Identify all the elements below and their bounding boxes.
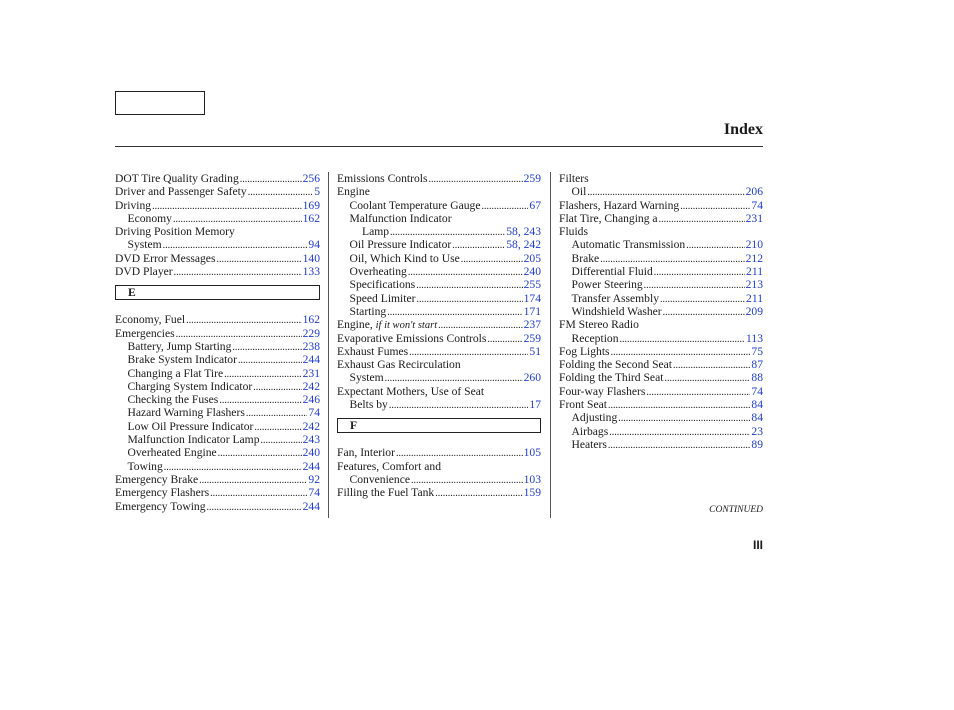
page-link[interactable]: 231: [302, 366, 320, 380]
dot-leader: [611, 345, 751, 355]
dot-leader: [435, 486, 522, 496]
index-entry: [337, 265, 541, 278]
entry-text: Overheating: [349, 265, 407, 279]
dot-leader: [219, 393, 301, 403]
page-link[interactable]: 210: [745, 238, 763, 252]
index-entry: [559, 305, 763, 318]
page-link[interactable]: 255: [523, 278, 541, 292]
index-entry: [115, 353, 320, 366]
entry-text: Driving: [115, 198, 152, 212]
page-link[interactable]: 94: [308, 238, 320, 252]
entry-text: Checking the Fuses: [127, 393, 219, 407]
page-link[interactable]: 105: [523, 446, 541, 460]
page-link[interactable]: 75: [751, 344, 763, 358]
index-entry: [115, 252, 320, 265]
index-entry: [337, 238, 541, 251]
entry-text: Filters: [559, 172, 589, 185]
index-entry: [115, 212, 320, 225]
index-entry: [337, 318, 541, 331]
index-entry: [337, 473, 541, 486]
entry-text: Changing a Flat Tire: [127, 366, 224, 380]
dot-leader: [487, 332, 522, 342]
entry-text: Engine: [337, 185, 370, 199]
entry-text: Reception: [571, 331, 619, 345]
dot-leader: [389, 398, 529, 408]
page-link[interactable]: 244: [302, 499, 320, 513]
index-entry: [559, 278, 763, 291]
page-link[interactable]: 205: [523, 251, 541, 265]
entry-text: DVD Error Messages: [115, 251, 216, 265]
index-entry: [559, 411, 763, 424]
page-link[interactable]: 67: [529, 198, 541, 212]
page-link[interactable]: 259: [523, 172, 541, 185]
page-link[interactable]: 211: [746, 291, 763, 305]
page-link[interactable]: 162: [302, 211, 320, 225]
entry-text: Economy: [127, 211, 172, 225]
page-link[interactable]: 238: [302, 339, 320, 353]
page-link[interactable]: 74: [308, 406, 320, 420]
entry-text: DOT Tire Quality Grading: [115, 172, 239, 185]
dot-leader: [409, 345, 528, 355]
page-link[interactable]: 237: [523, 318, 541, 332]
dot-leader: [152, 199, 302, 209]
dot-leader: [646, 385, 750, 395]
entry-text: Windshield Washer: [571, 304, 662, 318]
entry-text: Oil, Which Kind to Use: [349, 251, 460, 265]
page-link[interactable]: 133: [302, 265, 320, 279]
index-column-2: [337, 172, 541, 500]
index-entry: [115, 380, 320, 393]
dot-leader: [240, 172, 302, 182]
dot-leader: [164, 460, 302, 470]
entry-text: Fan, Interior: [337, 446, 395, 460]
entry-text: Driving Position Memory: [115, 225, 235, 239]
entry-text: Coolant Temperature Gauge: [349, 198, 481, 212]
dot-leader: [654, 265, 745, 275]
page-number: III: [752, 538, 763, 552]
dot-leader: [218, 446, 302, 456]
entry-text: Front Seat: [559, 398, 607, 412]
index-entry: [337, 278, 541, 291]
page-link[interactable]: 246: [302, 393, 320, 407]
page-link[interactable]: 74: [751, 198, 763, 212]
index-entry: [559, 265, 763, 278]
index-entry: [337, 225, 541, 238]
index-entry: [559, 185, 763, 198]
index-entry: [115, 500, 320, 513]
entry-text: Expectant Mothers, Use of Seat: [337, 384, 485, 398]
page-link[interactable]: 231: [745, 211, 763, 225]
page-link[interactable]: 74: [751, 384, 763, 398]
page-link[interactable]: 84: [751, 398, 763, 412]
index-entry: [559, 225, 763, 238]
entry-text: Transfer Assembly: [571, 291, 659, 305]
index-entry: [115, 265, 320, 278]
entry-text: Overheated Engine: [127, 446, 217, 460]
page-link[interactable]: 260: [523, 371, 541, 385]
index-entry: [559, 318, 763, 331]
dot-leader: [396, 446, 523, 456]
dot-leader: [253, 380, 301, 390]
index-entry: [115, 446, 320, 459]
page-link[interactable]: 5: [314, 185, 320, 199]
dot-leader: [608, 398, 750, 408]
page-link[interactable]: 242: [302, 379, 320, 393]
page-link[interactable]: 240: [302, 446, 320, 460]
index-entry: [337, 305, 541, 318]
page-link[interactable]: 51: [529, 344, 541, 358]
page-link[interactable]: 206: [745, 185, 763, 199]
page-link[interactable]: 242: [302, 419, 320, 433]
page-link[interactable]: 17: [529, 398, 541, 412]
entry-text: Speed Limiter: [349, 291, 416, 305]
page-link[interactable]: 88: [751, 371, 763, 385]
dot-leader: [176, 327, 302, 337]
entry-text: Power Steering: [571, 278, 643, 292]
dot-leader: [429, 172, 523, 182]
dot-leader: [416, 278, 522, 288]
page-title: Index: [723, 121, 763, 138]
entry-text: Emissions Controls: [337, 172, 428, 185]
dot-leader: [664, 371, 750, 381]
index-entry: [337, 446, 541, 459]
dot-leader: [174, 265, 302, 275]
entry-text: Emergency Flashers: [115, 486, 210, 500]
entry-text: Fluids: [559, 225, 588, 239]
index-entry: [115, 393, 320, 406]
entry-text: Emergencies: [115, 326, 175, 340]
section-header-f: F: [337, 418, 541, 433]
entry-text: Emergency Towing: [115, 499, 206, 513]
dot-leader: [186, 313, 302, 323]
index-entry: [337, 385, 541, 398]
dot-leader: [261, 433, 302, 443]
entry-text: Charging System Indicator: [127, 379, 253, 393]
page-link[interactable]: 23: [751, 424, 763, 438]
dot-leader: [207, 500, 302, 510]
index-entry: [337, 486, 541, 499]
page-link[interactable]: 212: [745, 251, 763, 265]
dot-leader: [238, 353, 302, 363]
entry-text: Folding the Second Seat: [559, 358, 673, 372]
entry-text: Brake System Indicator: [127, 353, 237, 367]
page-link[interactable]: 74: [308, 486, 320, 500]
entry-text: Starting: [349, 304, 387, 318]
index-entry: [559, 252, 763, 265]
entry-text: Flashers, Hazard Warning: [559, 198, 680, 212]
index-column-1: [115, 172, 320, 513]
index-entry: [337, 398, 541, 411]
index-entry: [559, 358, 763, 371]
entry-text: Driver and Passenger Safety: [115, 185, 247, 199]
index-entry: [337, 345, 541, 358]
entry-text: System: [349, 371, 384, 385]
dot-leader: [224, 367, 301, 377]
entry-text: Folding the Third Seat: [559, 371, 664, 385]
dot-leader: [673, 358, 750, 368]
index-entry: [337, 212, 541, 225]
entry-text: DVD Player: [115, 265, 173, 279]
dot-leader: [411, 473, 523, 483]
index-entry: [115, 172, 320, 185]
continued-note: CONTINUED: [709, 505, 763, 515]
index-entry: [115, 473, 320, 486]
index-entry: [115, 199, 320, 212]
page-link[interactable]: 169: [302, 198, 320, 212]
index-entry: [115, 185, 320, 198]
entry-text: Engine, if it won't start: [337, 318, 438, 332]
index-entry: [559, 292, 763, 305]
index-entry: [115, 340, 320, 353]
dot-leader: [246, 406, 308, 416]
index-entry: [337, 371, 541, 384]
dot-leader: [210, 486, 307, 496]
entry-text: Economy, Fuel: [115, 313, 186, 327]
page-link[interactable]: 92: [308, 472, 320, 486]
page-link[interactable]: 58, 243: [506, 225, 541, 239]
dot-leader: [608, 438, 751, 448]
page-link[interactable]: 84: [751, 411, 763, 425]
page-link[interactable]: 243: [302, 433, 320, 447]
page-link[interactable]: 209: [745, 304, 763, 318]
index-entry: [337, 460, 541, 473]
index-entry: [559, 398, 763, 411]
dot-leader: [659, 212, 745, 222]
dot-leader: [173, 212, 302, 222]
entry-text: Belts by: [349, 398, 388, 412]
index-entry: [559, 438, 763, 451]
header-rule: [115, 146, 763, 147]
entry-text: Brake: [571, 251, 600, 265]
index-entry: [115, 327, 320, 340]
index-entry: [559, 345, 763, 358]
entry-text: Convenience: [349, 472, 411, 486]
dot-leader: [390, 225, 505, 235]
entry-text: Specifications: [349, 278, 416, 292]
index-entry: [337, 332, 541, 345]
entry-text: FM Stereo Radio: [559, 318, 639, 332]
page-link[interactable]: 240: [523, 265, 541, 279]
column-divider: [328, 172, 329, 518]
index-entry: [337, 185, 541, 198]
page-link[interactable]: 259: [523, 331, 541, 345]
dot-leader: [254, 420, 301, 430]
page-link[interactable]: 140: [302, 251, 320, 265]
index-entry: [115, 406, 320, 419]
entry-text: Differential Fluid: [571, 265, 653, 279]
page-link[interactable]: 244: [302, 353, 320, 367]
dot-leader: [385, 371, 523, 381]
entry-text: Towing: [127, 459, 163, 473]
dot-leader: [438, 318, 523, 328]
index-entry: [115, 313, 320, 326]
page-link[interactable]: 162: [302, 313, 320, 327]
entry-text: Exhaust Fumes: [337, 344, 409, 358]
index-entry: [115, 460, 320, 473]
entry-text: Airbags: [571, 424, 609, 438]
header-tab-box: [115, 91, 205, 115]
index-entry: [337, 172, 541, 185]
entry-text: System: [127, 238, 162, 252]
dot-leader: [609, 425, 750, 435]
entry-text: Malfunction Indicator Lamp: [127, 433, 260, 447]
dot-leader: [199, 473, 307, 483]
entry-text: Four-way Flashers: [559, 384, 646, 398]
entry-text: Low Oil Pressure Indicator: [127, 419, 254, 433]
dot-leader: [680, 199, 750, 209]
dot-leader: [663, 305, 745, 315]
index-entry: [559, 385, 763, 398]
page-link[interactable]: 213: [745, 278, 763, 292]
page-link[interactable]: 87: [751, 358, 763, 372]
dot-leader: [461, 252, 523, 262]
dot-leader: [408, 265, 523, 275]
index-entry: [559, 199, 763, 212]
dot-leader: [600, 252, 744, 262]
page-link[interactable]: 229: [302, 326, 320, 340]
page-link[interactable]: 103: [523, 472, 541, 486]
entry-text: Lamp: [362, 225, 390, 239]
entry-text: Automatic Transmission: [571, 238, 686, 252]
dot-leader: [452, 238, 505, 248]
page-link[interactable]: 244: [302, 459, 320, 473]
entry-text: Malfunction Indicator: [349, 211, 452, 225]
entry-text: Heaters: [571, 437, 607, 451]
entry-text: Adjusting: [571, 411, 618, 425]
dot-leader: [248, 185, 314, 195]
index-entry: [115, 238, 320, 251]
dot-leader: [481, 199, 528, 209]
dot-leader: [216, 252, 301, 262]
index-entry: [559, 425, 763, 438]
index-entry: [559, 238, 763, 251]
dot-leader: [644, 278, 745, 288]
entry-text: Features, Comfort and: [337, 459, 441, 473]
page-link[interactable]: 89: [751, 437, 763, 451]
entry-text: Oil: [571, 185, 587, 199]
entry-text: Fog Lights: [559, 344, 610, 358]
index-entry: [337, 252, 541, 265]
column-divider: [550, 172, 551, 518]
entry-text: Hazard Warning Flashers: [127, 406, 245, 420]
entry-text: Filling the Fuel Tank: [337, 486, 435, 500]
dot-leader: [686, 238, 744, 248]
dot-leader: [587, 185, 744, 195]
index-entry: [115, 367, 320, 380]
index-entry: [115, 486, 320, 499]
page-link[interactable]: 174: [523, 291, 541, 305]
dot-leader: [387, 305, 522, 315]
entry-text: Emergency Brake: [115, 472, 199, 486]
index-entry: [115, 420, 320, 433]
entry-text: Battery, Jump Starting: [127, 339, 232, 353]
page-link[interactable]: 256: [302, 172, 320, 185]
page-link[interactable]: 171: [523, 304, 541, 318]
page-link[interactable]: 58, 242: [506, 238, 541, 252]
entry-text: Evaporative Emissions Controls: [337, 331, 487, 345]
section-header-e: E: [115, 285, 320, 300]
dot-leader: [417, 292, 523, 302]
page-link[interactable]: 211: [746, 265, 763, 279]
index-entry: [559, 371, 763, 384]
entry-text: Oil Pressure Indicator: [349, 238, 452, 252]
dot-leader: [620, 332, 746, 342]
page-link[interactable]: 159: [523, 486, 541, 500]
dot-leader: [618, 411, 750, 421]
index-entry: [337, 199, 541, 212]
entry-text: Exhaust Gas Recirculation: [337, 358, 461, 372]
page-link[interactable]: 113: [746, 331, 763, 345]
index-entry: [115, 225, 320, 238]
dot-leader: [660, 292, 745, 302]
index-entry: [559, 212, 763, 225]
index-entry: [337, 358, 541, 371]
index-entry: [337, 292, 541, 305]
dot-leader: [232, 340, 301, 350]
index-entry: [559, 332, 763, 345]
entry-text: Flat Tire, Changing a: [559, 211, 658, 225]
dot-leader: [163, 238, 308, 248]
index-entry: [559, 172, 763, 185]
index-column-3: [559, 172, 763, 451]
index-entry: [115, 433, 320, 446]
